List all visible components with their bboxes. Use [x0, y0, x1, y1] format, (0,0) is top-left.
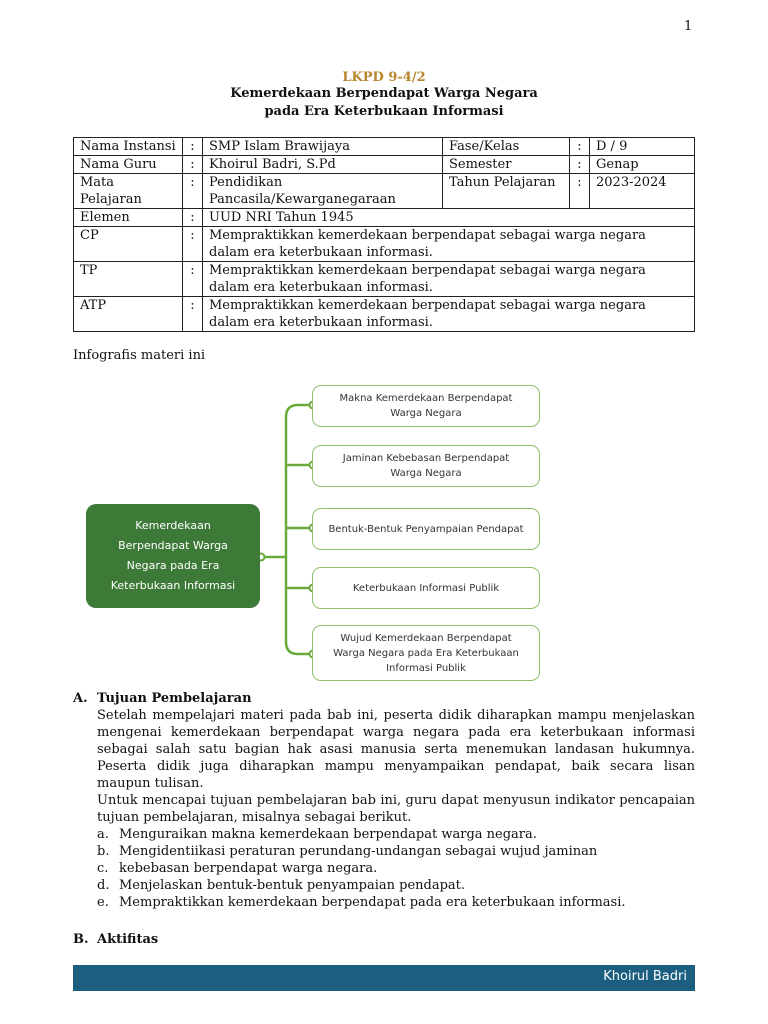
- page-title-line1: Kemerdekaan Berpendapat Warga Negara: [230, 86, 538, 101]
- mapel-value: Pendidikan Pancasila/Kewarganegaraan: [203, 174, 443, 209]
- table-row: [74, 209, 695, 227]
- tp-label: TP: [74, 262, 183, 297]
- list-text: Menguraikan makna kemerdekaan berpendapat warga negara.: [119, 827, 537, 842]
- colon: :: [183, 156, 203, 174]
- colon: :: [183, 174, 203, 209]
- main-topic-box: [86, 504, 260, 608]
- lkpd-code: LKPD 9-4/2: [342, 70, 426, 85]
- section-b-title: Aktifitas: [97, 932, 159, 947]
- list-item: [97, 860, 695, 877]
- list-item: [97, 877, 695, 894]
- colon: :: [183, 138, 203, 156]
- list-text: Menjelaskan bentuk-bentuk penyampaian pendapat.: [119, 878, 466, 893]
- list-marker: e.: [97, 895, 109, 910]
- list-marker: d.: [97, 878, 110, 893]
- node-label: Jaminan Kebebasan Berpendapat Warga Negara: [342, 453, 510, 479]
- list-item: [97, 826, 695, 843]
- colon: :: [570, 156, 590, 174]
- node-label: Wujud Kemerdekaan Berpendapat Warga Negara pada Era Keterbukaan Informasi Publik: [333, 632, 519, 674]
- main-topic-label: Kemerdekaan Berpendapat Warga Negara pada Era Keterbukaan Informasi: [110, 519, 236, 592]
- section-a-para2: Untuk mencapai tujuan pembelajaran bab ini, guru dapat menyusun indikator pencapaian tujuan pembelajaran, misalnya sebagai berikut.: [97, 793, 695, 825]
- list-marker: c.: [97, 861, 109, 876]
- objectives-list: [97, 826, 695, 911]
- list-item: [97, 894, 695, 911]
- infographic: [80, 378, 550, 688]
- node-bentuk: [312, 508, 540, 550]
- node-makna: [312, 385, 540, 427]
- elemen-label: Elemen: [74, 209, 183, 227]
- node-wujud: [312, 625, 540, 681]
- tahun-value: 2023-2024: [590, 174, 695, 209]
- section-tujuan: [73, 690, 695, 911]
- section-b-marker: B.: [73, 932, 89, 947]
- info-table: [73, 137, 695, 332]
- list-marker: b.: [97, 844, 110, 859]
- list-item: [97, 843, 695, 860]
- section-a-marker: A.: [73, 691, 88, 706]
- table-row: [74, 156, 695, 174]
- cp-value: Mempraktikkan kemerdekaan berpendapat sebagai warga negara dalam era keterbukaan informasi.: [203, 227, 695, 262]
- guru-label: Nama Guru: [74, 156, 183, 174]
- instansi-label: Nama Instansi: [74, 138, 183, 156]
- table-row: [74, 174, 695, 209]
- elemen-value: UUD NRI Tahun 1945: [203, 209, 695, 227]
- table-row: [74, 227, 695, 262]
- colon: :: [183, 262, 203, 297]
- instansi-value: SMP Islam Brawijaya: [203, 138, 443, 156]
- table-row: [74, 262, 695, 297]
- page-number: 1: [684, 19, 693, 34]
- section-aktifitas: [73, 932, 158, 947]
- colon: :: [183, 209, 203, 227]
- colon: :: [183, 227, 203, 262]
- infografis-label: Infografis materi ini: [73, 348, 206, 363]
- node-jaminan: [312, 445, 540, 487]
- node-keterbukaan: [312, 567, 540, 609]
- tp-value: Mempraktikkan kemerdekaan berpendapat sebagai warga negara dalam era keterbukaan informasi.: [203, 262, 695, 297]
- list-text: kebebasan berpendapat warga negara.: [119, 861, 378, 876]
- colon: :: [570, 174, 590, 209]
- list-text: Mengidentiikasi peraturan perundang-undangan sebagai wujud jaminan: [119, 844, 598, 859]
- section-a-para1: Setelah mempelajari materi pada bab ini, peserta didik diharapkan mampu menjelaskan mengenai kemerdekaan berpendapat warga negara pada era keterbukaan informasi sebagai salah satu bagian hak asasi manusia serta menemukan landasan hukumnya. Peserta didik juga diharapkan mampu menyampaikan pendapat, baik secara lisan maupun tulisan.: [97, 708, 695, 791]
- section-a-title: Tujuan Pembelajaran: [97, 691, 252, 706]
- mapel-label: Mata Pelajaran: [74, 174, 183, 209]
- atp-label: ATP: [74, 297, 183, 332]
- semester-value: Genap: [590, 156, 695, 174]
- colon: :: [570, 138, 590, 156]
- atp-value: Mempraktikkan kemerdekaan berpendapat sebagai warga negara dalam era keterbukaan informasi.: [203, 297, 695, 332]
- guru-value: Khoirul Badri, S.Pd: [203, 156, 443, 174]
- tahun-label: Tahun Pelajaran: [443, 174, 570, 209]
- footer-bar: [73, 965, 695, 991]
- node-label: Makna Kemerdekaan Berpendapat Warga Negara: [339, 393, 513, 419]
- list-text: Mempraktikkan kemerdekaan berpendapat pada era keterbukaan informasi.: [119, 895, 626, 910]
- fase-label: Fase/Kelas: [443, 138, 570, 156]
- page-title-line2: pada Era Keterbukaan Informasi: [264, 104, 504, 119]
- list-marker: a.: [97, 827, 109, 842]
- cp-label: CP: [74, 227, 183, 262]
- footer-author: Khoirul Badri: [603, 969, 687, 984]
- semester-label: Semester: [443, 156, 570, 174]
- node-label: Bentuk-Bentuk Penyampaian Pendapat: [328, 523, 524, 535]
- table-row: [74, 138, 695, 156]
- table-row: [74, 297, 695, 332]
- node-label: Keterbukaan Informasi Publik: [352, 582, 500, 594]
- colon: :: [183, 297, 203, 332]
- fase-value: D / 9: [590, 138, 695, 156]
